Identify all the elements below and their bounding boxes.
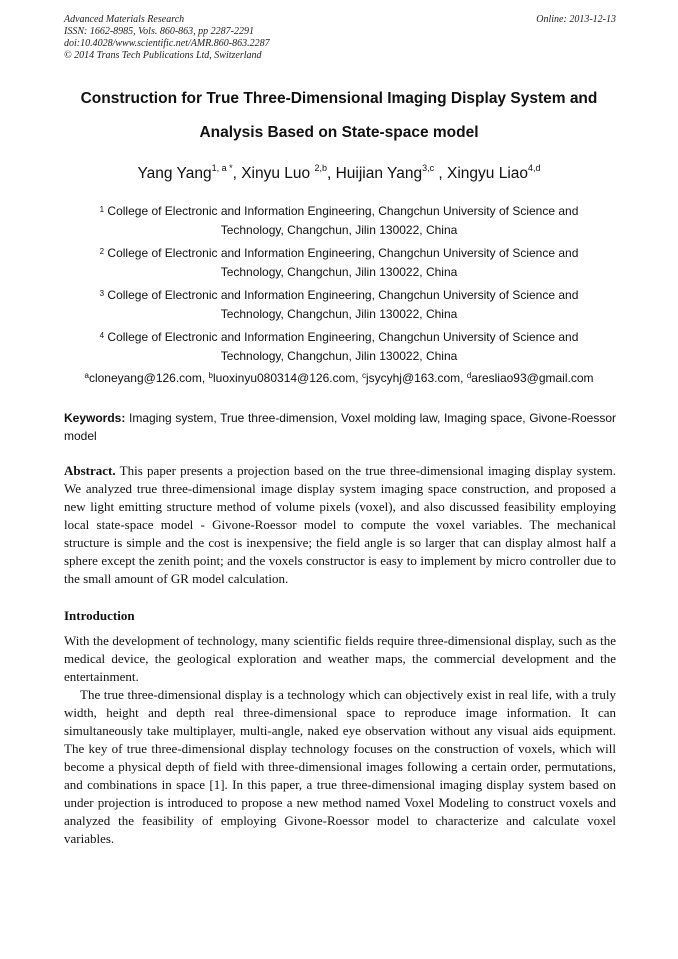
paper-title-line-2: Analysis Based on State-space model: [199, 124, 479, 141]
author-sup: 2,b: [314, 163, 327, 173]
online-date: Online: 2013-12-13: [536, 14, 616, 25]
email-separator: ,: [355, 371, 362, 385]
affiliation-2: [75, 244, 603, 282]
abstract-label: Abstract.: [64, 463, 116, 478]
keywords-text: Imaging system, True three-dimension, Voxel molding law, Imaging space, Givone-Roessor model: [64, 411, 616, 443]
journal-header: [64, 14, 616, 62]
affiliation-line: College of Electronic and Information Engineering, Changchun University of Science and: [107, 246, 579, 260]
doi-line: doi:10.4028/www.scientific.net/AMR.860-863.2287: [64, 38, 270, 49]
affiliation-number: 4: [99, 331, 105, 340]
journal-name: Advanced Materials Research: [64, 14, 185, 25]
affiliation-number: 3: [99, 289, 105, 298]
abstract-block: [64, 462, 616, 588]
author-name: Huijian Yang: [335, 165, 423, 182]
issn-line: ISSN: 1662-8985, Vols. 860-863, pp 2287-2291: [64, 26, 254, 37]
copyright-line: © 2014 Trans Tech Publications Ltd, Switzerland: [64, 50, 262, 61]
affiliation-line: Technology, Changchun, Jilin 130022, China: [220, 349, 458, 363]
author-name: Xingyu Liao: [447, 165, 529, 182]
affiliation-line: College of Electronic and Information Engineering, Changchun University of Science and: [107, 330, 579, 344]
affiliation-3: [75, 286, 603, 324]
email-sup: c: [361, 371, 366, 380]
affiliation-line: Technology, Changchun, Jilin 130022, China: [220, 223, 458, 237]
author-sup: 4,d: [528, 163, 541, 173]
author-sup: 3,c: [422, 163, 435, 173]
author-sup: 1, a *: [211, 163, 233, 173]
email-address[interactable]: jsycyhj@163.com: [365, 371, 461, 385]
email-sup: a: [84, 371, 89, 380]
keywords-label: Keywords:: [64, 411, 126, 425]
affiliation-4: [75, 328, 603, 366]
author-list: [0, 165, 678, 183]
email-separator: ,: [201, 371, 209, 385]
email-address[interactable]: aresliao93@gmail.com: [471, 371, 594, 385]
email-separator: ,: [460, 371, 467, 385]
author-separator: ,: [326, 165, 336, 182]
author-name: Yang Yang: [137, 165, 212, 182]
keywords-block: [64, 409, 616, 445]
intro-paragraph-2: The true three-dimensional display is a technology which can objectively exist in real life, with a truly width, height and depth real three-dimensional space to reproduce image information. It can simultaneously take multiplayer, multi-angle, naked eye observation without any visual aids equipment. The key of true three-dimensional display technology focuses on the construction of voxels, which will become a physical depth of field with three-dimensional images following a certain order, permutations, and combinations in space [1]. In this paper, a true three-dimensional imaging display system based on under projection is introduced to propose a new method named Voxel Modeling to construct voxels and analyzed the feasibility of employing Givone-Roessor model to characterize and calculate voxel variables.: [64, 687, 616, 846]
author-separator: ,: [434, 165, 448, 182]
intro-paragraph-1: With the development of technology, many scientific fields require three-dimensional display, such as the medical device, the geological exploration and weather maps, the commercial development and the entertainment.: [64, 633, 616, 684]
email-sup: d: [466, 371, 472, 380]
affiliation-line: Technology, Changchun, Jilin 130022, China: [220, 265, 458, 279]
affiliation-number: 2: [99, 247, 105, 256]
author-name: Xinyu Luo: [241, 165, 315, 182]
author-separator: ,: [232, 165, 242, 182]
affiliation-number: 1: [99, 205, 105, 214]
section-heading-introduction: Introduction: [64, 608, 135, 623]
email-sup: b: [208, 371, 213, 380]
affiliation-line: College of Electronic and Information Engineering, Changchun University of Science and: [107, 204, 579, 218]
email-address[interactable]: cloneyang@126.com: [88, 371, 202, 385]
email-list: [0, 371, 678, 385]
abstract-text: This paper presents a projection based on the true three-dimensional imaging display system. We analyzed true three-dimensional image display system imaging space construction, and proposed a new light emitting structure method of volume pixels (voxel), and also discussed feasibility employing local state-space model - Givone-Roessor model to compute the voxel variables. The mechanical structure is simple and the cost is inexpensive; the field angle is so larger that can display almost half a sphere except the zenith point; and the voxels constructor is easy to implement by micro controller due to the small amount of GR model calculation.: [64, 463, 616, 586]
affiliation-line: College of Electronic and Information Engineering, Changchun University of Science and: [107, 288, 579, 302]
affiliation-1: [75, 202, 603, 240]
email-address[interactable]: luoxinyu080314@126.com: [212, 371, 356, 385]
affiliation-line: Technology, Changchun, Jilin 130022, China: [220, 307, 458, 321]
paper-title-line-1: Construction for True Three-Dimensional Imaging Display System and: [80, 90, 598, 107]
